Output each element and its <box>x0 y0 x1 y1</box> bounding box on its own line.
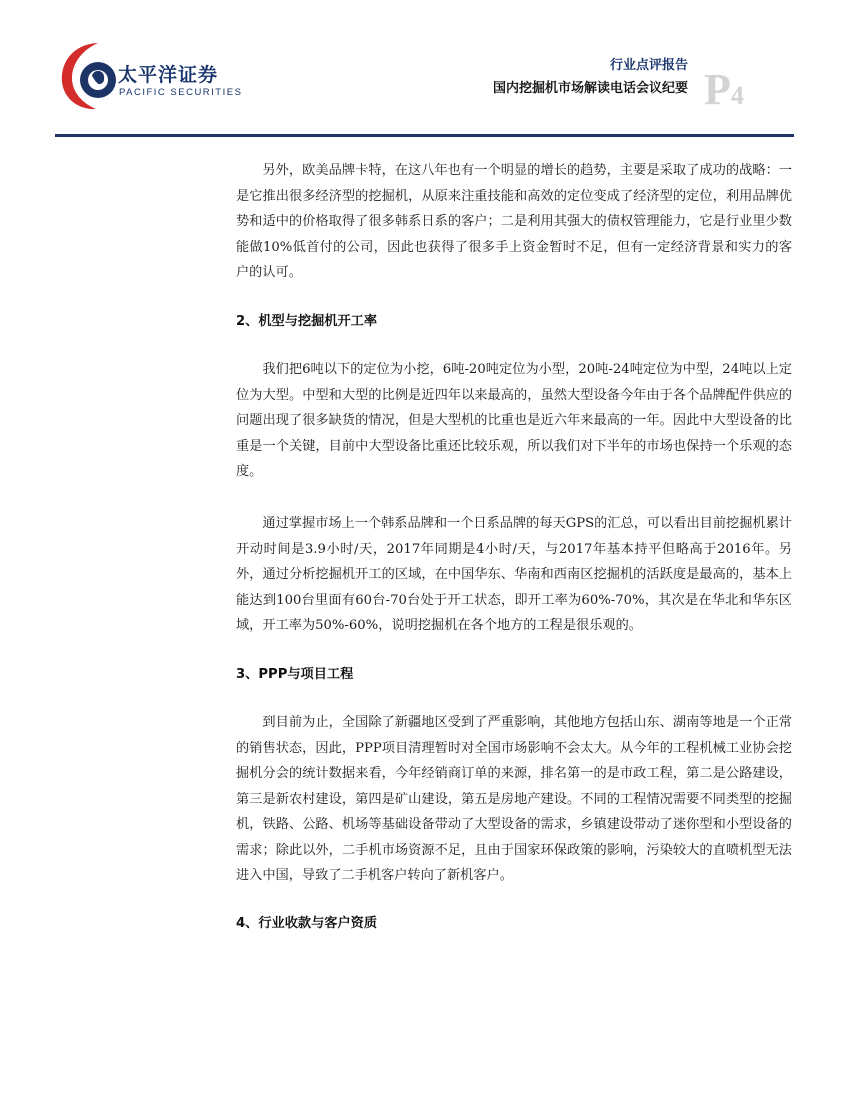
section-heading-collections-credit: 4、行业收款与客户资质 <box>236 916 378 932</box>
section-heading-ppp-projects: 3、PPP与项目工程 <box>236 666 354 682</box>
page-header <box>0 0 850 140</box>
report-body <box>236 158 792 934</box>
logo-chinese-name: 太平洋证券 <box>118 64 219 86</box>
page-number-value: 4 <box>730 81 744 110</box>
company-logo <box>58 40 318 112</box>
section-heading-models-utilization: 2、机型与挖掘机开工率 <box>236 313 378 329</box>
header-divider <box>55 134 794 137</box>
paragraph-gps-utilization: 通过掌握市场上一个韩系品牌和一个日系品牌的每天GPS的汇总，可以看出目前挖掘机累计开动时间是3.9小时/天，2017年同期是4小时/天，与2017年基本持平但略高于2016年。另外，通过分析挖掘机开工的区域，在中国华东、华南和西南区挖掘机的活跃度是最高的，基本上能达到100台里面有60台-70台处于开工状态，即开工率为60%-70%，其次是在华北和华东区域，开工率为50%-60%，说明挖掘机在各个地方的工程是很乐观的。 <box>236 515 792 634</box>
page-number <box>704 65 744 118</box>
logo-english-name: PACIFIC SECURITIES <box>119 87 243 98</box>
report-type: 行业点评报告 <box>609 58 688 73</box>
pacific-securities-logo-icon <box>58 40 122 112</box>
paragraph-western-brands: 另外，欧美品牌卡特，在这八年也有一个明显的增长的趋势，主要是采取了成功的战略：一是它推出很多经济型的挖掘机，从原来注重技能和高效的定位变成了经济型的定位，利用品牌优势和适中的价格取得了很多韩系日系的客户；二是利用其强大的债权管理能力，它是行业里少数能做10%低首付的公司，因此也获得了很多手上资金暂时不足，但有一定经济背景和实力的客户的认可。 <box>236 163 792 281</box>
page-number-prefix: P <box>704 65 731 114</box>
report-title: 国内挖掘机市场解读电话会议纪要 <box>492 81 688 96</box>
paragraph-ppp-impact: 到目前为止，全国除了新疆地区受到了严重影响，其他地方包括山东、湖南等地是一个正常的销售状态，因此，PPP项目清理暂时对全国市场影响不会太大。从今年的工程机械工业协会挖掘机分会的统计数据来看，今年经销商订单的来源，排名第一的是市政工程，第二是公路建设，第三是新农村建设，第四是矿山建设，第五是房地产建设。不同的工程情况需要不同类型的挖掘机，铁路、公路、机场等基础设备带动了大型设备的需求，乡镇建设带动了迷你型和小型设备的需求；除此以外，二手机市场资源不足，且由于国家环保政策的影响，污染较大的直喷机型无法进入中国，导致了二手机客户转向了新机客户。 <box>236 714 792 884</box>
paragraph-model-sizes: 我们把6吨以下的定位为小挖，6吨-20吨定位为小型，20吨-24吨定位为中型，24吨以上定位为大型。中型和大型的比例是近四年以来最高的，虽然大型设备今年由于各个品牌配件供应的问题出现了很多缺货的情况，但是大型机的比重也是近六年来最高的一年。因此中大型设备的比重是一个关键，目前中大型设备比重还比较乐观，所以我们对下半年的市场也保持一个乐观的态度。 <box>236 361 792 480</box>
